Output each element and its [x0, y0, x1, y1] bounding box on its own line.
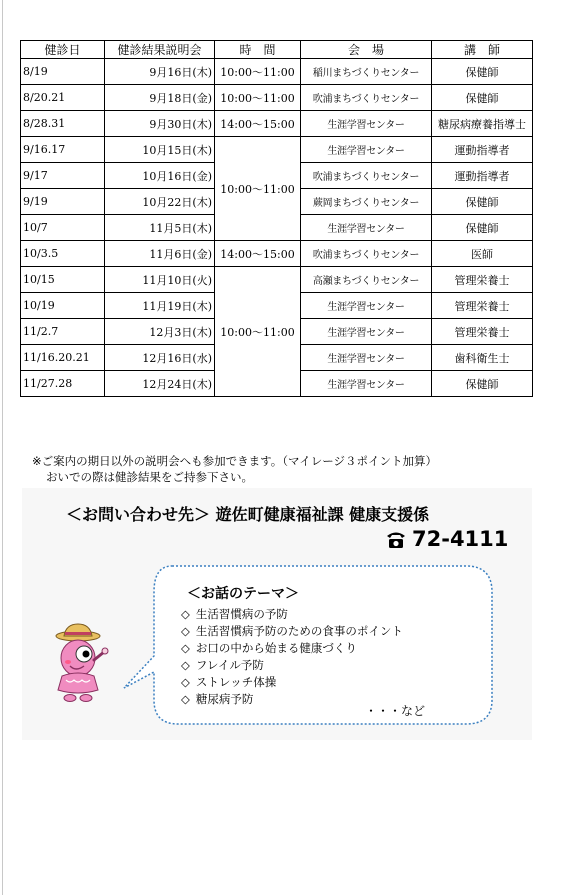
table-row [21, 267, 533, 293]
cell-lecturer: 保健師 [432, 189, 533, 215]
cell-time-merged: 10:00～11:00 [215, 137, 301, 241]
cell-date: 8/28.31 [21, 111, 105, 137]
table-row [21, 111, 533, 137]
cell-venue: 蕨岡まちづくりセンター [301, 189, 432, 215]
cell-lecturer: 歯科衛生士 [432, 345, 533, 371]
cell-result-date: 9月16日(木) [105, 59, 215, 85]
cell-result-date: 10月22日(木) [105, 189, 215, 215]
cell-result-date: 10月15日(木) [105, 137, 215, 163]
cell-venue: 生涯学習センター [301, 111, 432, 137]
list-item: ◇ お口の中から始まる健康づくり [181, 641, 357, 655]
cell-venue: 吹浦まちづくりセンター [301, 163, 432, 189]
list-item: ◇ ストレッチ体操 [181, 675, 277, 689]
header-time: 時 間 [215, 41, 301, 59]
cell-date: 8/19 [21, 59, 105, 85]
cell-result-date: 10月16日(金) [105, 163, 215, 189]
table-row [21, 241, 533, 267]
cell-result-date: 9月30日(木) [105, 111, 215, 137]
cell-time: 14:00～15:00 [215, 241, 301, 267]
cell-date: 9/17 [21, 163, 105, 189]
cell-venue: 生涯学習センター [301, 215, 432, 241]
note-line-1: ※ご案内の期日以外の説明会へも参加できます。（マイレージ３ポイント加算） [32, 454, 438, 468]
list-item: ◇ 生活習慣病の予防 [181, 607, 288, 621]
diamond-icon: ◇ [181, 675, 190, 689]
diamond-icon: ◇ [181, 641, 190, 655]
cell-lecturer: 保健師 [432, 85, 533, 111]
page-left-border [2, 0, 3, 895]
cell-date: 9/16.17 [21, 137, 105, 163]
cell-date: 9/19 [21, 189, 105, 215]
topics-etc: ・・・など [365, 704, 426, 718]
cell-venue: 稲川まちづくりセンター [301, 59, 432, 85]
contact-heading: ＜お問い合わせ先＞ 遊佐町健康福祉課 健康支援係 [66, 505, 430, 524]
cell-time: 10:00～11:00 [215, 59, 301, 85]
cell-date: 10/15 [21, 267, 105, 293]
phone-number: 72-4111 [412, 527, 509, 551]
list-item: ◇ 生活習慣病予防のための食事のポイント [181, 624, 403, 638]
cell-lecturer: 管理栄養士 [432, 319, 533, 345]
cell-venue: 生涯学習センター [301, 319, 432, 345]
cell-date: 10/3.5 [21, 241, 105, 267]
cell-date: 11/2.7 [21, 319, 105, 345]
topics-title: ＜お話のテーマ＞ [187, 586, 299, 602]
header-lecturer: 講 師 [432, 41, 533, 59]
cell-lecturer: 保健師 [432, 59, 533, 85]
table-row [21, 59, 533, 85]
cell-venue: 生涯学習センター [301, 137, 432, 163]
cell-lecturer: 管理栄養士 [432, 293, 533, 319]
cell-result-date: 12月16日(水) [105, 345, 215, 371]
cell-result-date: 11月19日(木) [105, 293, 215, 319]
contact-phone [386, 527, 508, 551]
cell-time: 14:00～15:00 [215, 111, 301, 137]
cell-result-date: 11月10日(火) [105, 267, 215, 293]
cell-lecturer: 管理栄養士 [432, 267, 533, 293]
diamond-icon: ◇ [181, 607, 190, 621]
note-line-2: おいでの際は健診結果をご持参下さい。 [46, 470, 253, 484]
cell-lecturer: 運動指導者 [432, 137, 533, 163]
talk-topics [181, 583, 403, 708]
header-result-session: 健診結果説明会 [105, 41, 215, 59]
list-item: ◇ 糖尿病予防 [181, 692, 254, 706]
cell-date: 8/20.21 [21, 85, 105, 111]
cell-date: 10/19 [21, 293, 105, 319]
cell-lecturer: 保健師 [432, 371, 533, 397]
cell-result-date: 12月24日(木) [105, 371, 215, 397]
cell-date: 11/27.28 [21, 371, 105, 397]
telephone-icon [386, 529, 406, 549]
cell-venue: 生涯学習センター [301, 371, 432, 397]
list-item: ◇ フレイル予防 [181, 658, 264, 672]
header-venue: 会 場 [301, 41, 432, 59]
table-row [21, 85, 533, 111]
cell-result-date: 9月18日(金) [105, 85, 215, 111]
table-row [21, 137, 533, 163]
header-checkup-date: 健診日 [21, 41, 105, 59]
cell-time: 10:00～11:00 [215, 85, 301, 111]
cell-lecturer: 運動指導者 [432, 163, 533, 189]
cell-result-date: 11月6日(金) [105, 241, 215, 267]
diamond-icon: ◇ [181, 692, 190, 706]
attendance-note [32, 453, 437, 485]
diamond-icon: ◇ [181, 658, 190, 672]
cell-result-date: 11月5日(木) [105, 215, 215, 241]
mascot-icon [48, 622, 110, 704]
cell-lecturer: 保健師 [432, 215, 533, 241]
cell-venue: 生涯学習センター [301, 293, 432, 319]
table-header-row [21, 41, 533, 59]
topics-list [181, 606, 403, 708]
cell-time-merged: 10:00～11:00 [215, 267, 301, 397]
cell-venue: 高瀬まちづくりセンター [301, 267, 432, 293]
cell-venue: 生涯学習センター [301, 345, 432, 371]
diamond-icon: ◇ [181, 624, 190, 638]
cell-venue: 吹浦まちづくりセンター [301, 241, 432, 267]
cell-date: 10/7 [21, 215, 105, 241]
cell-lecturer: 糖尿病療養指導士 [432, 111, 533, 137]
cell-venue: 吹浦まちづくりセンター [301, 85, 432, 111]
schedule-table [20, 40, 533, 397]
cell-lecturer: 医師 [432, 241, 533, 267]
cell-result-date: 12月3日(木) [105, 319, 215, 345]
cell-date: 11/16.20.21 [21, 345, 105, 371]
